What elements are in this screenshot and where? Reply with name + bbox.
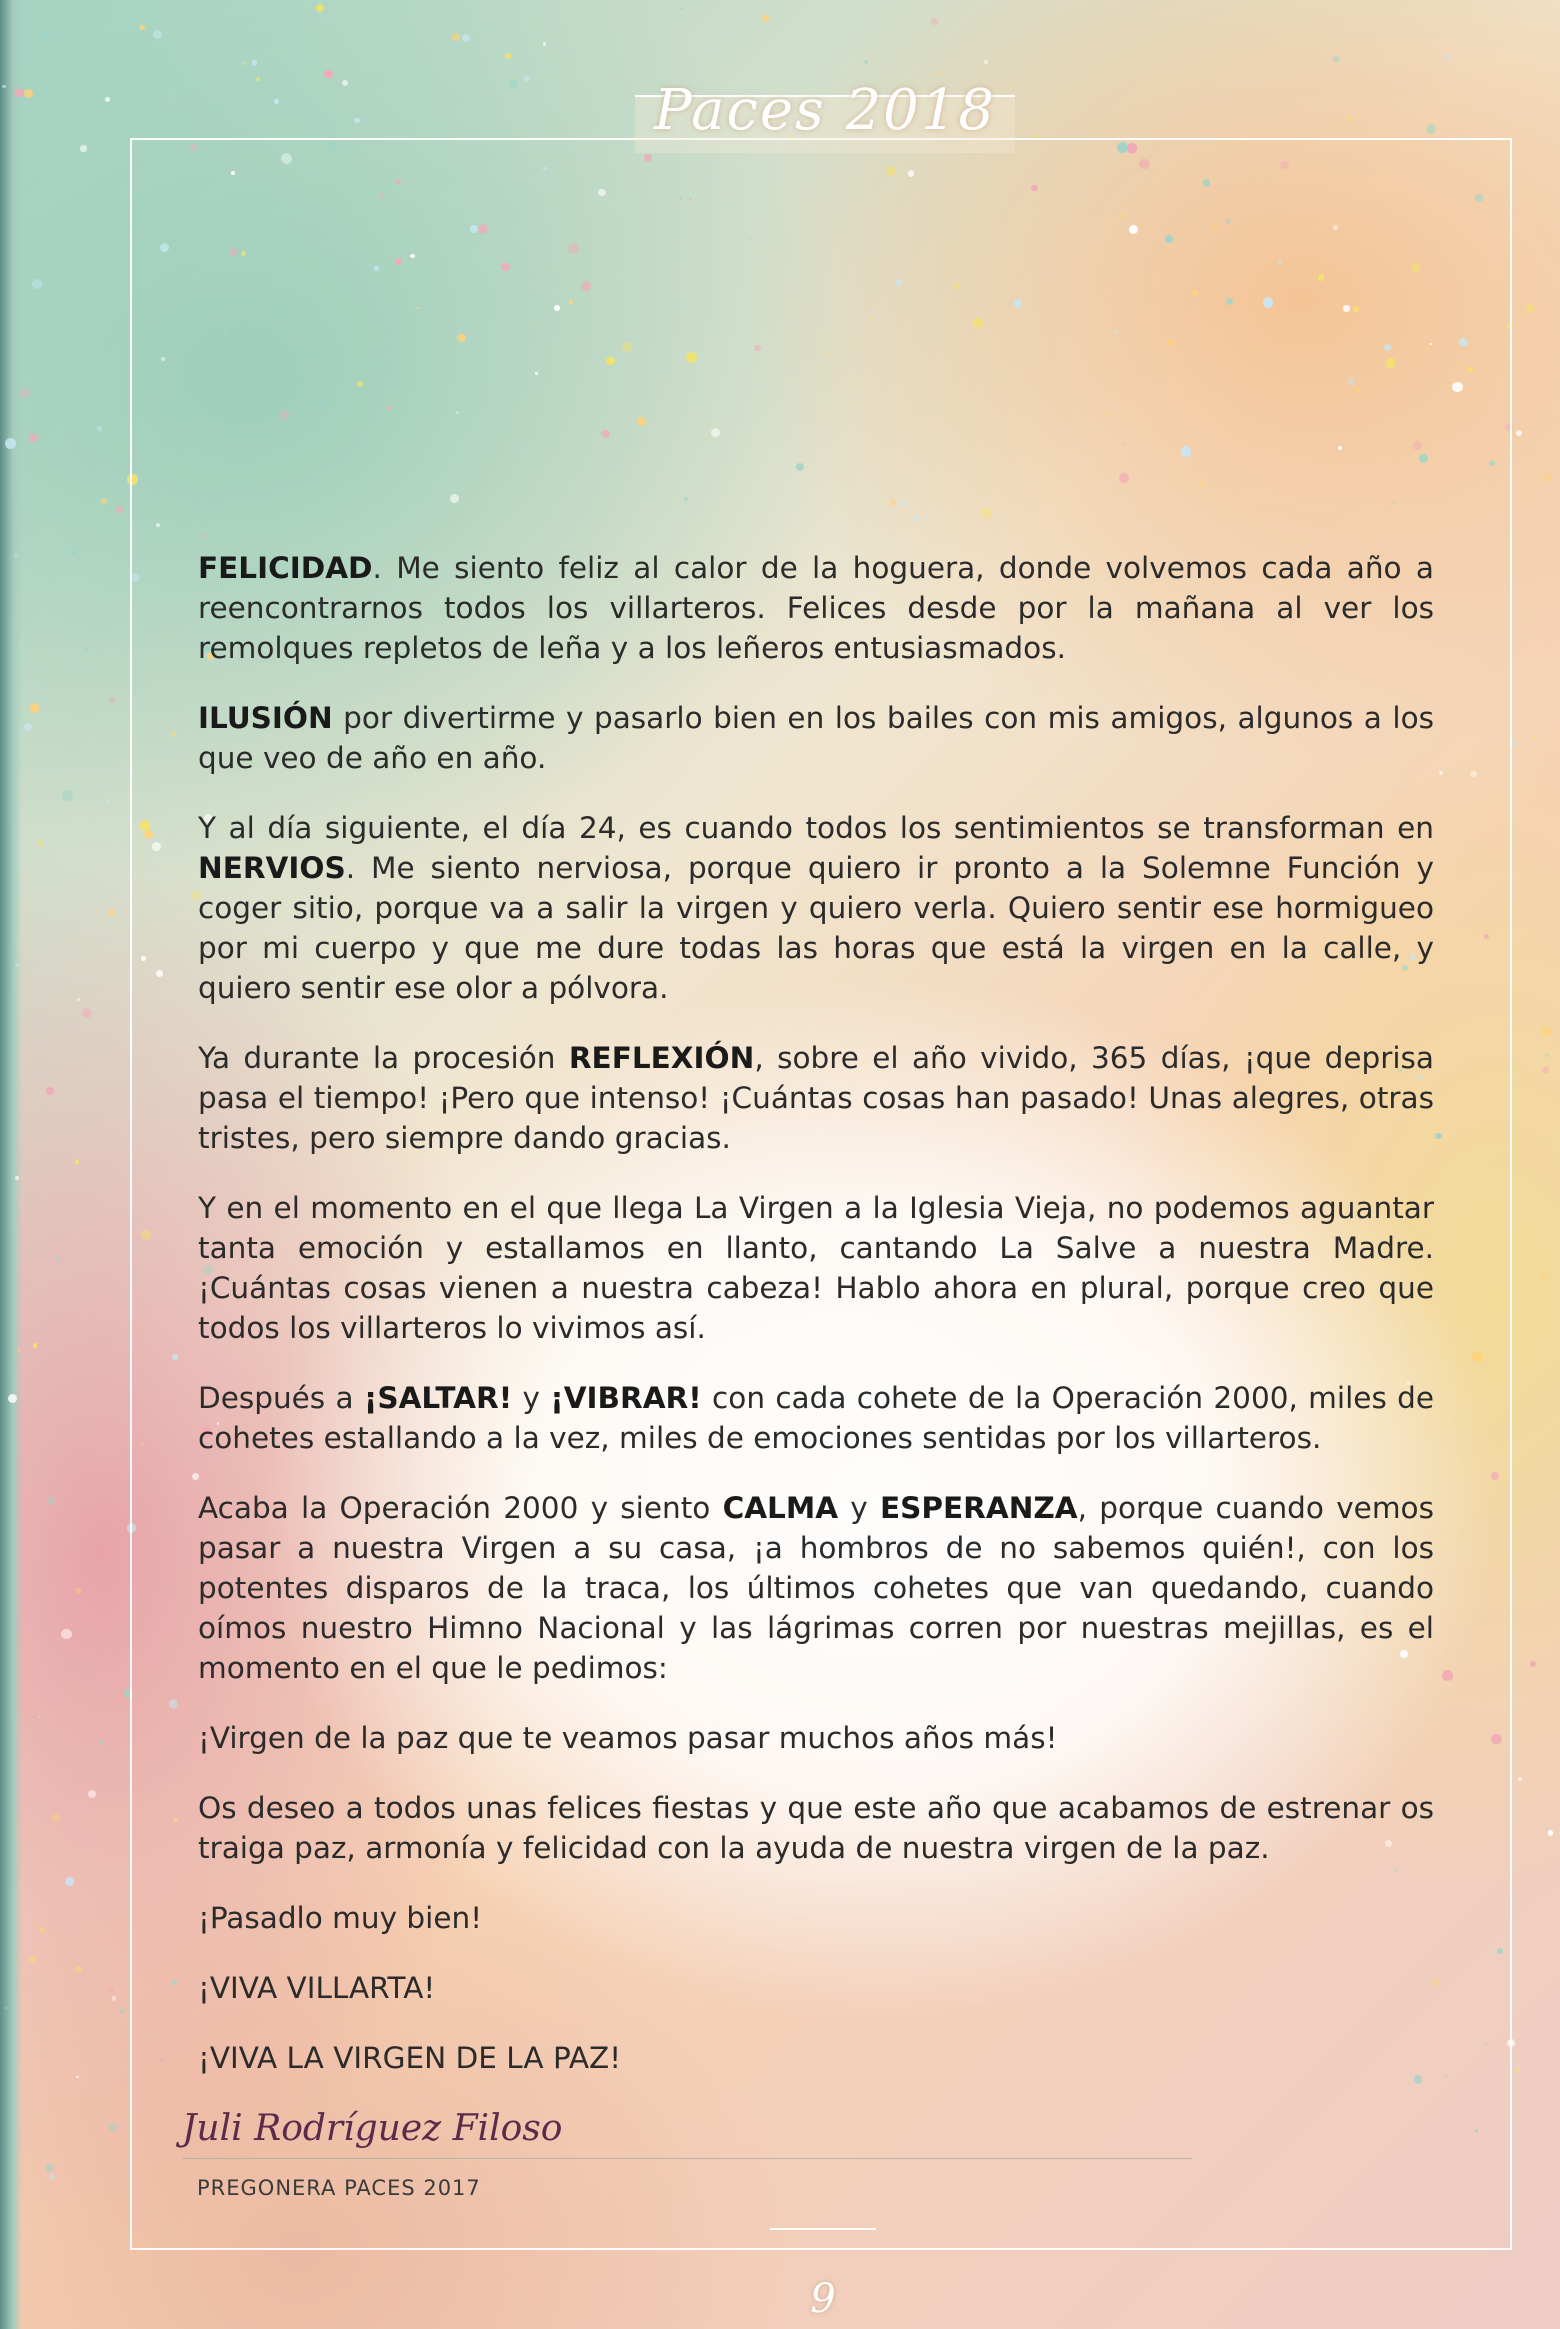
emphasis-word: ¡VIBRAR! <box>550 1381 702 1415</box>
text-run: Os deseo a todos unas felices fiestas y que este año que acabamos de estrenar os traiga paz, armonía y felicidad con la ayuda de nuestra virgen de la paz. <box>198 1791 1434 1865</box>
book-spine <box>0 0 22 2329</box>
author-role: PREGONERA PACES 2017 <box>197 2176 481 2200</box>
paint-speck <box>107 800 109 802</box>
paint-speck <box>61 1629 71 1639</box>
paint-speck <box>65 1877 74 1886</box>
paragraph <box>198 1788 1434 1868</box>
paint-speck <box>45 2164 53 2172</box>
text-run: . Me siento feliz al calor de la hoguera, donde volvemos cada año a reencontrarnos todos los villarteros. Felices desde por la mañana al ver los remolques repletos de leña y a los leñeros entusiasmados. <box>198 551 1434 665</box>
paint-speck <box>1517 471 1519 473</box>
text-run: Después a <box>198 1381 364 1415</box>
paint-speck <box>1532 735 1536 739</box>
paint-speck <box>46 1087 54 1095</box>
emphasis-word: CALMA <box>722 1491 839 1525</box>
paint-speck <box>47 1497 55 1505</box>
paint-speck <box>19 1186 22 1189</box>
paint-speck <box>17 1348 21 1352</box>
paint-speck <box>97 426 101 430</box>
paint-speck <box>324 70 333 79</box>
paint-speck <box>984 60 988 64</box>
paint-speck <box>1542 1067 1549 1074</box>
paint-speck <box>931 18 938 25</box>
emphasis-word: FELICIDAD <box>198 551 373 585</box>
paragraph <box>198 548 1434 668</box>
paint-speck <box>1443 54 1450 61</box>
paint-speck <box>120 2009 124 2013</box>
paint-speck <box>55 510 62 517</box>
paint-speck <box>38 1716 40 1718</box>
page-title: Paces 2018 <box>653 78 997 143</box>
paint-speck <box>76 2076 79 2079</box>
paint-speck <box>15 963 19 967</box>
paint-speck <box>762 15 769 22</box>
paint-speck <box>24 723 32 731</box>
paint-speck <box>107 1987 113 1993</box>
paint-speck <box>37 840 44 847</box>
paint-speck <box>33 1343 37 1347</box>
paint-speck <box>82 1008 93 1019</box>
paint-speck <box>62 790 73 801</box>
paint-speck <box>169 95 171 97</box>
paint-speck <box>139 25 145 31</box>
paint-speck <box>354 118 360 124</box>
paint-speck <box>101 498 107 504</box>
paint-speck <box>243 62 247 66</box>
paint-speck <box>462 34 469 41</box>
emphasis-word: NERVIOS <box>198 851 346 885</box>
paint-speck <box>1346 116 1351 121</box>
article-body <box>198 548 1434 2108</box>
paint-speck <box>99 1740 104 1745</box>
text-run: Y en el momento en el que llega La Virgen a la Iglesia Vieja, no podemos aguantar tanta emoción y estallamos en llanto, cantando La Salve a nuestra Madre. ¡Cuántas cosas vienen a nuestra cabeza! Hablo ahora en plural, porque creo que todos los villarteros lo vivimos así. <box>198 1191 1434 1345</box>
paint-speck <box>1426 124 1436 134</box>
paint-speck <box>342 80 349 87</box>
paint-speck <box>109 697 115 703</box>
text-run: . Me siento nerviosa, porque quiero ir pronto a la Solemne Función y coger sitio, porque va a salir la virgen y quiero verla. Quiero sentir ese hormigueo por mi cuerpo y que me dure todas las horas que está la virgen en la calle, y quiero sentir ese olor a pólvora. <box>198 851 1434 1005</box>
paint-speck <box>52 1814 60 1822</box>
text-run: por divertirme y pasarlo bien en los bailes con mis amigos, algunos a los que veo de año en año. <box>198 701 1434 775</box>
paint-speck <box>32 279 41 288</box>
paint-speck <box>938 72 942 76</box>
paint-speck <box>274 99 279 104</box>
paint-speck <box>29 1956 36 1963</box>
text-run: con cada cohete de la Operación 2000, miles de cohetes estallando a la vez, miles de emociones sentidas por los villarteros. <box>198 1381 1435 1455</box>
paint-speck <box>85 648 88 651</box>
paragraph <box>198 1188 1434 1348</box>
text-run: Ya durante la procesión <box>198 1041 569 1075</box>
paint-speck <box>1545 1054 1549 1058</box>
paint-speck <box>505 53 511 59</box>
paint-speck <box>1530 1661 1536 1667</box>
text-run: y <box>838 1491 881 1525</box>
paragraph <box>198 1488 1434 1688</box>
emphasis-word: ILUSIÓN <box>198 701 333 735</box>
paint-speck <box>115 436 117 438</box>
paint-speck <box>14 553 18 557</box>
paint-speck <box>1516 2068 1520 2072</box>
paint-speck <box>153 30 162 39</box>
paint-speck <box>316 4 324 12</box>
page-number-notch <box>770 2228 876 2274</box>
text-run: ¡Virgen de la paz que te veamos pasar muchos años más! <box>198 1721 1058 1755</box>
paint-speck <box>1541 1026 1552 1037</box>
signature: Juli Rodríguez Filoso <box>182 2108 563 2149</box>
paint-speck <box>1548 1830 1553 1835</box>
paragraph <box>198 1718 1434 1758</box>
paint-speck <box>40 1927 45 1932</box>
paint-speck <box>1525 304 1535 314</box>
paint-speck <box>5 438 16 449</box>
paint-speck <box>77 998 80 1001</box>
paint-speck <box>256 77 260 81</box>
paint-speck <box>116 506 123 513</box>
text-run: y <box>512 1381 551 1415</box>
paint-speck <box>75 1160 79 1164</box>
paragraph <box>198 1378 1434 1458</box>
paint-speck <box>524 75 531 82</box>
paint-speck <box>5 2007 7 2009</box>
paragraph <box>198 1968 1434 2008</box>
paint-speck <box>105 97 110 102</box>
text-run: ¡Pasadlo muy bien! <box>198 1901 483 1935</box>
paint-speck <box>88 1790 96 1798</box>
emphasis-word: ESPERANZA <box>880 1491 1078 1525</box>
paint-speck <box>76 1588 82 1594</box>
paint-speck <box>56 1257 60 1261</box>
paint-speck <box>70 549 76 555</box>
paint-speck <box>1539 1273 1546 1280</box>
paragraph <box>198 1038 1434 1158</box>
text-run: ¡VIVA LA VIRGEN DE LA PAZ! <box>198 2041 622 2075</box>
paint-speck <box>1516 430 1522 436</box>
paint-speck <box>1543 473 1552 482</box>
text-run: , porque cuando vemos pasar a nuestra Virgen a su casa, ¡a hombros de no sabemos quién!, con los potentes disparos de la traca, los últimos cohetes que van quedando, cuando oímos nuestro Himno Nacional y las lágrimas corren por nuestras mejillas, es el momento en el que le pedimos: <box>198 1491 1434 1685</box>
paint-speck <box>49 2174 55 2180</box>
text-run: Y al día siguiente, el día 24, es cuando todos los sentimientos se transforman en <box>198 811 1434 845</box>
paragraph <box>198 2038 1434 2078</box>
paint-speck <box>543 42 546 45</box>
paint-speck <box>681 7 683 9</box>
paint-speck <box>452 33 460 41</box>
signature-line <box>182 2158 1192 2159</box>
paint-speck <box>112 1996 117 2001</box>
paint-speck <box>1518 1777 1522 1781</box>
text-run: Acaba la Operación 2000 y siento <box>198 1491 723 1525</box>
paragraph <box>198 1898 1434 1938</box>
paint-speck <box>108 2122 118 2132</box>
paint-speck <box>42 1432 45 1435</box>
paint-speck <box>80 145 86 151</box>
paint-speck <box>108 909 115 916</box>
paint-speck <box>30 703 40 713</box>
paint-speck <box>29 434 37 442</box>
paragraph <box>198 698 1434 778</box>
paragraph <box>198 808 1434 1008</box>
paint-speck <box>75 1966 82 1973</box>
paint-speck <box>20 388 30 398</box>
paint-speck <box>509 80 518 89</box>
emphasis-word: ¡SALTAR! <box>363 1381 513 1415</box>
paint-speck <box>252 60 258 66</box>
emphasis-word: REFLEXIÓN <box>568 1041 755 1075</box>
paint-speck <box>24 89 33 98</box>
page-number: 9 <box>810 2276 836 2322</box>
paint-speck <box>864 60 868 64</box>
paint-speck <box>1333 56 1339 62</box>
paint-speck <box>14 88 23 97</box>
paint-speck <box>42 32 51 41</box>
text-run: , sobre el año vivido, 365 días, ¡que deprisa pasa el tiempo! ¡Pero que intenso! ¡Cuántas cosas han pasado! Unas alegres, otras tristes, pero siempre dando gracias. <box>198 1041 1435 1155</box>
text-run: ¡VIVA VILLARTA! <box>198 1971 436 2005</box>
